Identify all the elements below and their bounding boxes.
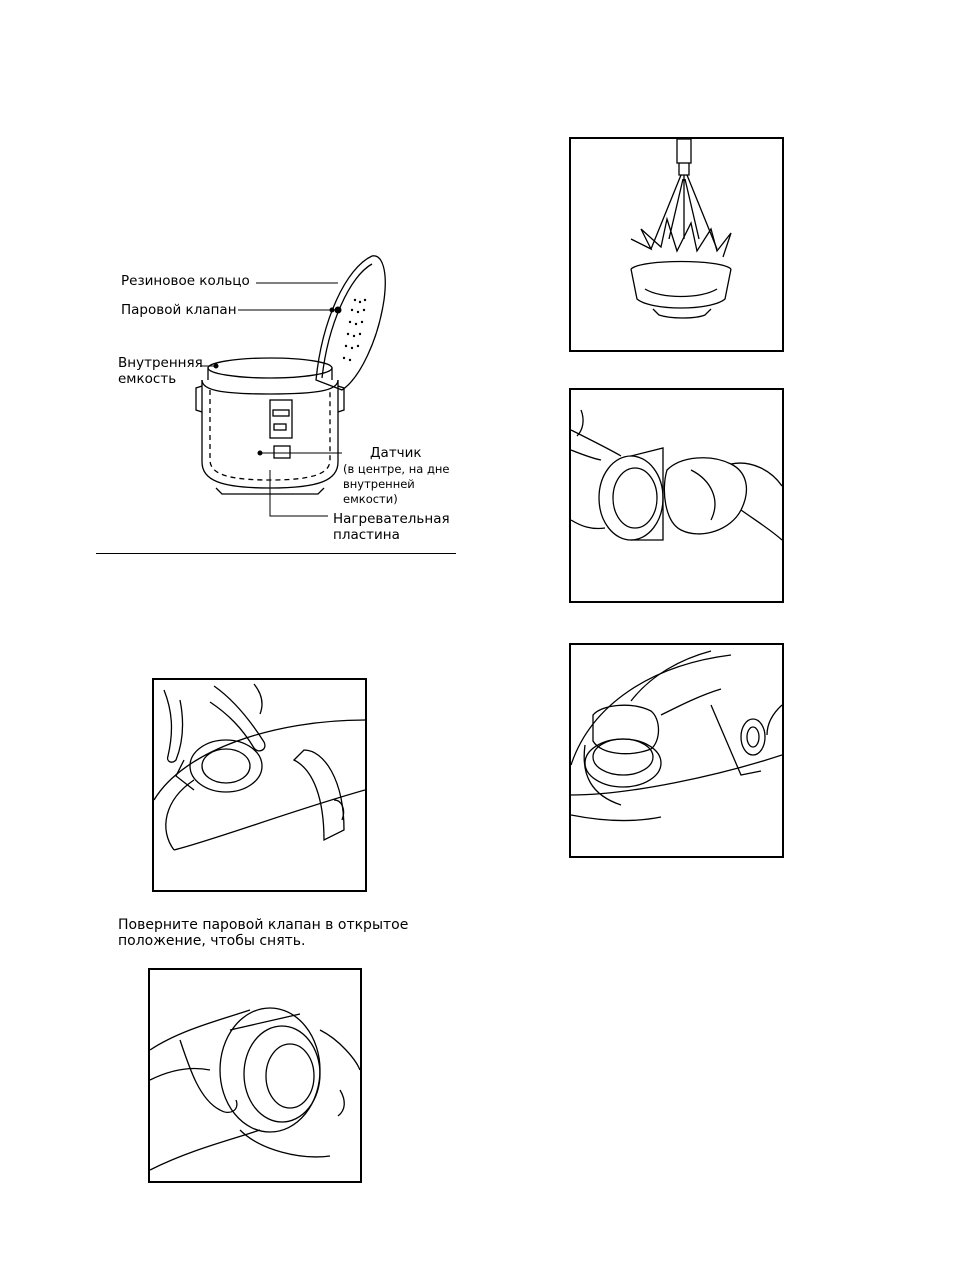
label-heating-plate-line1: Нагревательная [333, 511, 450, 527]
label-sensor: Датчик [370, 445, 422, 461]
label-rubber-ring: Резиновое кольцо [121, 273, 250, 289]
figure-valve-twist [148, 968, 362, 1183]
label-heating-plate-line2: пластина [333, 527, 400, 543]
figure-valve-refit [569, 643, 784, 858]
label-sensor-note-line3: емкости) [343, 492, 398, 506]
label-sensor-note-line1: (в центре, на дне [343, 462, 450, 476]
figure-valve-rinse [569, 137, 784, 352]
label-inner-bowl-line2: емкость [118, 371, 177, 387]
section-divider [96, 553, 456, 554]
figure-valve-wipe [569, 388, 784, 603]
hand-wiping-valve-icon [571, 390, 782, 601]
caption-turn-valve-line1: Поверните паровой клапан в открытое [118, 917, 409, 933]
figure-lid-valve-press [152, 678, 367, 892]
caption-turn-valve-line2: положение, чтобы снять. [118, 933, 306, 949]
hand-refitting-valve-icon [571, 645, 782, 856]
valve-under-water-icon [571, 139, 782, 350]
label-sensor-note-line2: внутренней [343, 477, 415, 491]
hand-pressing-valve-icon [154, 680, 365, 890]
hands-twisting-valve-icon [150, 970, 360, 1181]
label-inner-bowl-line1: Внутренняя [118, 355, 203, 371]
label-steam-valve: Паровой клапан [121, 302, 237, 318]
